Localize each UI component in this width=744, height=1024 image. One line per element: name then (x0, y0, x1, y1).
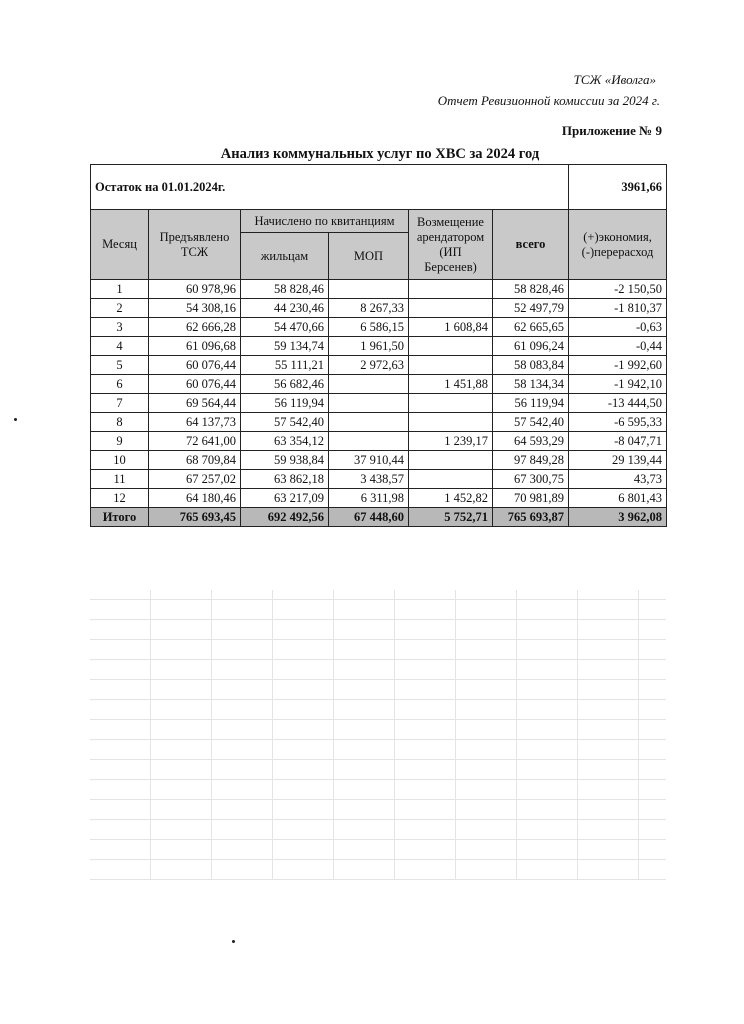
cell-month: 2 (91, 299, 149, 318)
cell-mop (329, 375, 409, 394)
cell-month: 4 (91, 337, 149, 356)
cell-tenant (409, 413, 493, 432)
totals-mop: 67 448,60 (329, 508, 409, 527)
cell-total: 52 497,79 (493, 299, 569, 318)
cell-mop: 6 586,15 (329, 318, 409, 337)
cell-presented: 62 666,28 (149, 318, 241, 337)
cell-month: 10 (91, 451, 149, 470)
table-row (91, 394, 667, 413)
table-body (91, 280, 667, 508)
organization-name: ТСЖ «Иволга» (573, 72, 656, 87)
cell-total: 67 300,75 (493, 470, 569, 489)
cell-diff: 6 801,43 (569, 489, 667, 508)
cell-mop (329, 432, 409, 451)
table-row (91, 318, 667, 337)
col-month-header: Месяц (91, 210, 149, 280)
cell-month: 9 (91, 432, 149, 451)
table-row (91, 280, 667, 299)
cell-diff: -1 992,60 (569, 356, 667, 375)
cell-total: 58 134,34 (493, 375, 569, 394)
table-row (91, 356, 667, 375)
cell-month: 6 (91, 375, 149, 394)
table-row (91, 451, 667, 470)
totals-label: Итого (91, 508, 149, 527)
cell-mop: 8 267,33 (329, 299, 409, 318)
cell-presented: 64 180,46 (149, 489, 241, 508)
cell-presented: 67 257,02 (149, 470, 241, 489)
col-diff-header: (+)экономия, (-)перерасход (569, 210, 667, 280)
cell-diff: -0,63 (569, 318, 667, 337)
bleed-through-shadow (90, 590, 666, 880)
cell-mop: 6 311,98 (329, 489, 409, 508)
balance-label: Остаток на 01.01.2024г. (91, 165, 569, 210)
cell-residents: 59 134,74 (241, 337, 329, 356)
cell-tenant (409, 356, 493, 375)
cell-month: 11 (91, 470, 149, 489)
col-mop-header: МОП (329, 233, 409, 280)
totals-row (91, 508, 667, 527)
cell-tenant (409, 470, 493, 489)
cell-mop: 2 972,63 (329, 356, 409, 375)
col-residents-header: жильцам (241, 233, 329, 280)
cell-tenant (409, 337, 493, 356)
speck (14, 418, 17, 421)
cell-tenant (409, 394, 493, 413)
cell-diff: -13 444,50 (569, 394, 667, 413)
cell-presented: 68 709,84 (149, 451, 241, 470)
cell-tenant: 1 451,88 (409, 375, 493, 394)
table-row (91, 413, 667, 432)
table-row (91, 299, 667, 318)
cell-tenant: 1 608,84 (409, 318, 493, 337)
cell-month: 12 (91, 489, 149, 508)
cell-tenant (409, 451, 493, 470)
cell-mop (329, 394, 409, 413)
cell-total: 97 849,28 (493, 451, 569, 470)
cell-diff: -1 810,37 (569, 299, 667, 318)
col-presented-header: Предъявлено ТСЖ (149, 210, 241, 280)
col-charged-group-header: Начислено по квитанциям (241, 210, 409, 233)
cell-mop: 3 438,57 (329, 470, 409, 489)
cell-month: 3 (91, 318, 149, 337)
cell-presented: 64 137,73 (149, 413, 241, 432)
cell-mop (329, 280, 409, 299)
cell-residents: 57 542,40 (241, 413, 329, 432)
table-row (91, 470, 667, 489)
cell-presented: 69 564,44 (149, 394, 241, 413)
totals-residents: 692 492,56 (241, 508, 329, 527)
cell-presented: 60 076,44 (149, 356, 241, 375)
cell-residents: 56 682,46 (241, 375, 329, 394)
report-title: Отчет Ревизионной комиссии за 2024 г. (437, 93, 660, 108)
cell-diff: 43,73 (569, 470, 667, 489)
cell-month: 7 (91, 394, 149, 413)
table-row (91, 337, 667, 356)
table-row (91, 432, 667, 451)
totals-presented: 765 693,45 (149, 508, 241, 527)
cell-residents: 59 938,84 (241, 451, 329, 470)
cell-total: 58 828,46 (493, 280, 569, 299)
cell-presented: 54 308,16 (149, 299, 241, 318)
speck (232, 940, 235, 943)
cell-tenant: 1 239,17 (409, 432, 493, 451)
appendix-label: Приложение № 9 (561, 123, 662, 138)
totals-total: 765 693,87 (493, 508, 569, 527)
cell-month: 8 (91, 413, 149, 432)
cell-diff: -6 595,33 (569, 413, 667, 432)
cell-diff: -0,44 (569, 337, 667, 356)
cell-tenant: 1 452,82 (409, 489, 493, 508)
cell-total: 58 083,84 (493, 356, 569, 375)
cell-presented: 60 076,44 (149, 375, 241, 394)
totals-tenant: 5 752,71 (409, 508, 493, 527)
cell-diff: -1 942,10 (569, 375, 667, 394)
cell-total: 56 119,94 (493, 394, 569, 413)
cell-tenant (409, 280, 493, 299)
cell-residents: 56 119,94 (241, 394, 329, 413)
cell-residents: 58 828,46 (241, 280, 329, 299)
totals-diff: 3 962,08 (569, 508, 667, 527)
cell-residents: 63 354,12 (241, 432, 329, 451)
cell-residents: 63 862,18 (241, 470, 329, 489)
cell-mop (329, 413, 409, 432)
cell-diff: -8 047,71 (569, 432, 667, 451)
cell-month: 5 (91, 356, 149, 375)
header-row-1 (91, 210, 667, 233)
col-tenant-header: Возмещение арендатором (ИП Берсенев) (409, 210, 493, 280)
cell-tenant (409, 299, 493, 318)
cell-residents: 44 230,46 (241, 299, 329, 318)
cell-diff: -2 150,50 (569, 280, 667, 299)
cell-total: 70 981,89 (493, 489, 569, 508)
table-row (91, 489, 667, 508)
cell-presented: 72 641,00 (149, 432, 241, 451)
cell-total: 64 593,29 (493, 432, 569, 451)
cell-residents: 63 217,09 (241, 489, 329, 508)
utilities-table (90, 164, 667, 527)
cell-presented: 60 978,96 (149, 280, 241, 299)
cell-total: 57 542,40 (493, 413, 569, 432)
cell-residents: 55 111,21 (241, 356, 329, 375)
cell-presented: 61 096,68 (149, 337, 241, 356)
cell-total: 62 665,65 (493, 318, 569, 337)
cell-total: 61 096,24 (493, 337, 569, 356)
col-total-header: всего (493, 210, 569, 280)
balance-row (91, 165, 667, 210)
cell-mop: 37 910,44 (329, 451, 409, 470)
table-row (91, 375, 667, 394)
cell-month: 1 (91, 280, 149, 299)
cell-mop: 1 961,50 (329, 337, 409, 356)
balance-value: 3961,66 (569, 165, 667, 210)
cell-diff: 29 139,44 (569, 451, 667, 470)
document-title: Анализ коммунальных услуг по ХВС за 2024 год (220, 146, 540, 162)
cell-residents: 54 470,66 (241, 318, 329, 337)
